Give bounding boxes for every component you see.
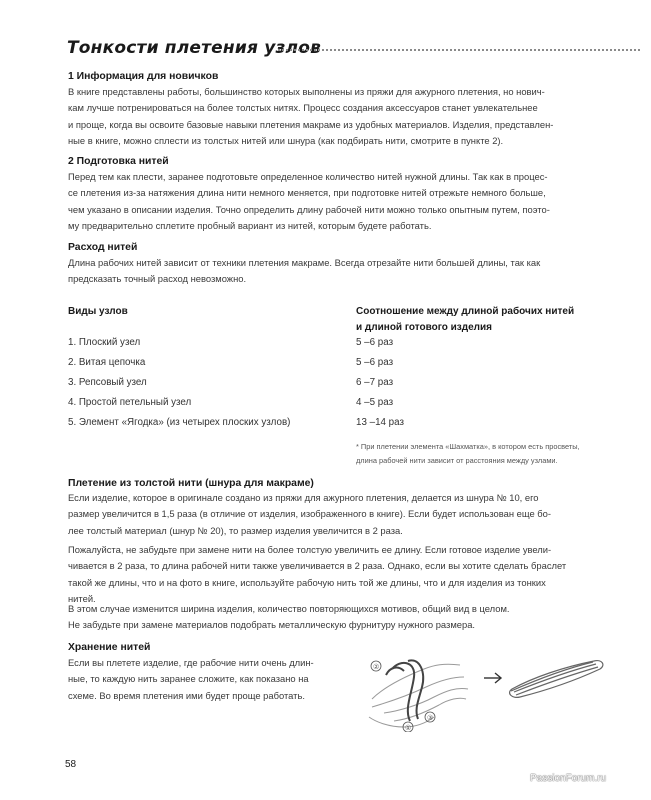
table-row-ratio: 4 –5 раз <box>356 397 394 408</box>
text-line: чем указано в описании изделия. Точно определить длину рабочей нити можно только опытным путем, поэто- <box>68 203 550 215</box>
table-col-ratio-line: и длиной готового изделия <box>356 322 493 333</box>
table-col-knot-types: Виды узлов <box>68 306 128 317</box>
text-line: кам лучше потренироваться на более толстых нитях. Процесс создания аксессуаров станет увлекательнее <box>68 102 538 114</box>
text-line: Если вы плетете изделие, где рабочие нити очень длин- <box>68 657 314 668</box>
text-line: и проще, когда вы освоите базовые навыки плетения макраме из удобных материалов. Изделия, представлен- <box>68 118 554 130</box>
table-row-ratio: 5 –6 раз <box>356 357 394 368</box>
table-footnote <box>356 440 616 468</box>
text-line: нитей. <box>68 592 96 604</box>
watermark: PassionForum.ru <box>530 773 607 784</box>
table-col-ratio-line: Соотношение между длиной рабочих нитей <box>356 306 575 317</box>
table-row-name: 1. Плоский узел <box>68 337 141 348</box>
text-line: се плетения из-за натяжения длина нити немного меняется, при подготовке нитей отрежьте немного больше, <box>68 187 546 199</box>
step-3-label: ③ <box>427 715 434 722</box>
text-line: Если изделие, которое в оригинале создано из пряжи для ажурного плетения, делается из шнура № 10, его <box>68 492 539 503</box>
text-line: такой же длины, что и на фото в книге, используйте рабочую нить той же длины, что и для изделия из тонких <box>68 576 546 588</box>
table-col-ratio <box>356 304 574 336</box>
footnote-line: длина рабочей нити зависит от расстояния между узлами. <box>356 456 558 465</box>
text-line: размер увеличится в 1,5 раза (в отличие от изделия, изображенного в книге). Если будет использован еще бо- <box>68 508 551 520</box>
text-line: В этом случае изменится ширина изделия, количество повторяющихся мотивов, общий вид в целом. <box>68 603 510 614</box>
text-line: Пожалуйста, не забудьте при замене нити на более толстую увеличить ее длину. Если готовое изделие увели- <box>68 544 552 555</box>
section-2-body <box>68 169 608 234</box>
text-line: му предварительно сплетите пробный вариант из нитей, которым будете работать. <box>68 219 432 231</box>
table-row-ratio: 6 –7 раз <box>356 377 394 388</box>
section-2-heading: 2 Подготовка нитей <box>68 156 169 167</box>
text-line: В книге представлены работы, большинство которых выполнены из пряжи для ажурного плетения, но нович- <box>68 86 545 97</box>
consumption-heading: Расход нитей <box>68 242 138 253</box>
section-1-heading: 1 Информация для новичков <box>68 71 219 82</box>
table-row-name: 3. Репсовый узел <box>68 377 147 388</box>
text-line: ные, то каждую нить заранее сложите, как показано на <box>68 673 309 685</box>
thick-thread-para-3 <box>68 601 608 634</box>
step-1-label: ① <box>405 725 412 732</box>
text-line: чивается в 2 раза, то длина рабочей нити также увеличивается в 2 раза. Однако, если вы хотите сделать браслет <box>68 560 567 572</box>
thick-thread-heading: Плетение из толстой нити (шнура для макраме) <box>68 478 314 489</box>
step-2-label: ② <box>373 664 380 671</box>
arrow-right-icon <box>484 673 501 683</box>
page-number: 58 <box>65 759 77 770</box>
text-line: Длина рабочих нитей зависит от техники плетения макраме. Всегда отрезайте нити большей длины, так как <box>68 257 541 268</box>
table-row-name: 2. Витая цепочка <box>68 357 146 368</box>
table-row-name: 4. Простой петельный узел <box>68 397 192 408</box>
table-row-ratio: 13 –14 раз <box>356 417 404 428</box>
consumption-body <box>68 255 608 288</box>
section-1-body <box>68 84 608 149</box>
text-line: лее толстый материал (шнур № 20), то размер изделия увеличится в 2 раза. <box>68 524 403 536</box>
text-line: схеме. Во время плетения ими будет проще работать. <box>68 689 305 701</box>
footnote-line: * При плетении элемента «Шахматка», в котором есть просветы, <box>356 442 580 451</box>
text-line: Перед тем как плести, заранее подготовьте определенное количество нитей нужной длины. Так как в процес- <box>68 171 548 182</box>
page-title: Тонкости плетения узлов <box>67 38 322 58</box>
title-dotted-rule <box>278 49 640 51</box>
storage-body <box>68 655 358 704</box>
storage-heading: Хранение нитей <box>68 642 151 653</box>
text-line: Не забудьте при замене материалов подобрать металлическую фурнитуру нужного размера. <box>68 619 476 631</box>
thick-thread-para-1 <box>68 490 608 539</box>
text-line: ные в книге, можно сплести из толстых нитей или шнура (как подбирать нити, смотрите в пункте 2). <box>68 134 504 146</box>
thread-winding-illustration <box>364 647 624 732</box>
thick-thread-para-2 <box>68 542 608 607</box>
text-line: предсказать точный расход невозможно. <box>68 273 247 285</box>
thread-skein-icon <box>510 661 603 698</box>
table-row-name: 5. Элемент «Ягодка» (из четырех плоских узлов) <box>68 417 291 428</box>
table-row-ratio: 5 –6 раз <box>356 337 394 348</box>
